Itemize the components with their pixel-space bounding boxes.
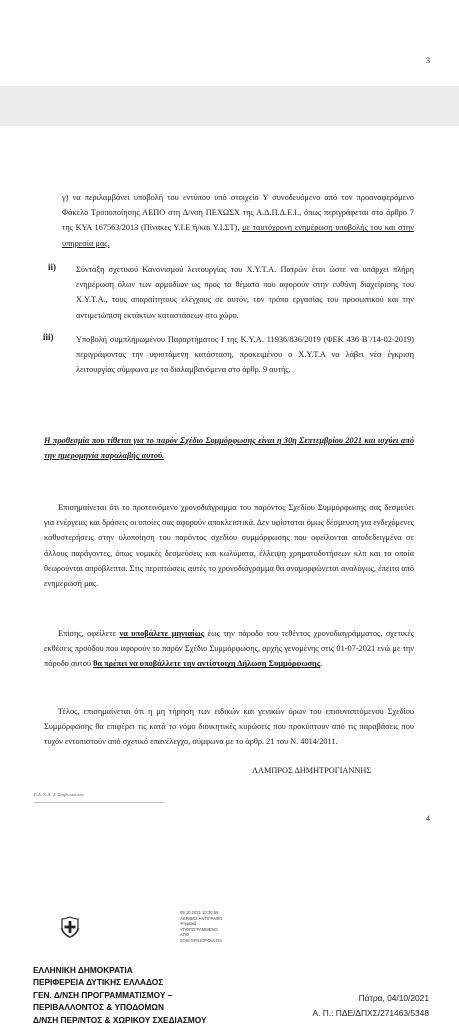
document-page-5-header — [0, 880, 459, 1024]
greek-emblem-icon — [60, 916, 80, 938]
schedule-paragraph: Επισημαίνεται ότι το προτεινόμενο χρονοδιάγραμμα του παρόντος Σχεδίου Συμμόρφωσης σας δεσμεύει για ενέργειες και δράσεις οι οποίες σας αφορούν αποκλειστικά. Δεν υφίσταται όμως δέσμευση για ενδεχόμενες καθυστερήσεις στην υλοποίηση του παρόντος σχεδίου συμμόρφωσης που οφείλονται αποδεδειγμένα σε άλλους παράγοντες, όπως νομικές δεσμεύσεις και κωλύματα, έλλειψη χρηματοδοτήσεων κλπ και τα οποία θεωρούνται απρόβλεπτα. Στις περιπτώσεις αυτές το χρονοδιάγραμμα θα αναμορφώνεται αναλόγως, έπειτα από ενημέρωσή μας. — [44, 503, 414, 589]
monthly-reports-paragraph: Επίσης, οφείλετε να υποβάλετε μηνιαίως έως την πάροδο του τεθέντος χρονοδιαγράμματος, σχετικές εκθέσεις προόδου που αφορούν το παρόν Σχέδιο Συμμόρφωσης, αρχής γενομένης στις 01-07-2021 ενώ με την πάροδο αυτού θα πρέπει να υποβάλλετε την αντίστοιχη Δήλωση Συμμόρφωσης. — [44, 629, 414, 669]
protocol-number: Α. Π.: ΠΔΕ/ΔΠΧΣ/271463/5348 — [312, 1008, 429, 1018]
item-ii-label: ii) — [48, 262, 56, 272]
digital-signature-stamp: 05.10.2021 10:30:58 ΑΚΡΙΒΕΣ ΑΝΤΙΓΡΑΦΟ Ψηφιακά ΥΠΟΓΕΓΡΑΜΜΕΝΟ ΑΠΟ ZOIS SPILIOPOULOS — [180, 910, 223, 943]
sanctions-paragraph: Τέλος, επισημαίνεται ότι η μη τήρηση των ειδικών και γενικών όρων του επισυναπτόμενου Σχεδίου Συμμόρφωσης θα επιφέρει τις κατά το νόμο διοικητικές κυρώσεις που προκύπτουν από τις παραβάσεις που τυχόν εντοπιστούν από σχετικό επανέλεγχο, σύμφωνα με το άρθρ. 21 του Ν. 4014/2011. — [44, 707, 414, 747]
item-iii-label: iii) — [43, 332, 54, 342]
document-date: Πάτρα, 04/10/2021 — [358, 993, 429, 1003]
organization-header: ΕΛΛΗΝΙΚΗ ΔΗΜΟΚΡΑΤΙΑ ΠΕΡΙΦΕΡΕΙΑ ΔΥΤΙΚΗΣ ΕΛΛΑΔΟΣ ΓΕΝ. Δ/ΝΣΗ ΠΡΟΓΡΑΜΜΑΤΙΣΜΟΥ – ΠΕΡΙΒΑΛΛΟΝΤΟΣ & ΥΠΟΔΟΜΩΝ Δ/ΝΣΗ ΠΕΡ/ΝΤΟΣ & ΧΩΡΙΚΟΥ ΣΧΕΔΙΑΣΜΟΥ — [33, 965, 207, 1024]
item-ii-paragraph: Σύνταξη σχετικού Κανονισμού λειτουργίας του Χ.Υ.Τ.Α. Πατρών έτσι ώστε να υπάρχει πλήρη ενημέρωση όλων των αρμοδίων ως προς τα θέματα που αφορούν στην ευθύνη διαχείρισης του Χ.Υ.Τ.Α., τους απαραίτητους ελέγχους σε αυτόν, τον τρόπο εργασίας του προσωπικού και την αντιμετώπιση εκτάκτων καταστάσεων στο χώρο. — [76, 265, 414, 320]
divider — [34, 802, 164, 803]
document-page-4 — [0, 126, 459, 836]
initials-line: Ε.Δ. Χ.Α. Ζ. Σπηλιόπουλος — [34, 792, 84, 797]
signer-name: ΛΑΜΠΡΟΣ ΔΗΜΗΤΡΟΓΙΑΝΝΗΣ — [252, 766, 372, 775]
deadline-statement: Η προθεσμία που τίθεται για το παρόν Σχέδιο Συμμόρφωσης είναι η 30η Σεπτεμβρίου 2021 και ισχύει από την ημερομηνία παραλαβής αυτού. — [44, 436, 414, 461]
truncated-text-line — [0, 0, 459, 2]
page-number: 4 — [426, 814, 430, 823]
document-page-4-footer — [0, 762, 459, 880]
item-g-paragraph: γ) να περιλαμβάνει υποβολή του εντύπου υπό στοιχείο Υ συνοδευόμενο από τον προαναφερόμενο Φάκελο Τροποποίησης ΑΕΠΟ στη Δ/νση ΠΕΧΩΣΧ της Α.Δ.Π.Δ.Ε.Ι., όπως περιγράφεται στο άρθρο 7 της ΚΥΑ 167563/2013 (Πίνακες Υ.Ι.Ε ή/και Υ.Ι.ΣΤ), με ταυτόχρονη ενημέρωση υποβολής του και στην υπηρεσία μας. — [62, 193, 414, 248]
item-iii-paragraph: Υποβολή συμπληρωμένου Παραρτήματος Ι της Κ.Υ.Α. 11936/836/2019 (ΦΕΚ 436 Β΄/14-02-2019) περιγράφοντας την υφιστάμενη κατάσταση, προκειμένου ο Χ.Υ.Τ.Α να λάβει νέα έγκριση λειτουργίας σύμφωνα με τα διαλαμβανόμενα στο άρθρ. 9 αυτής. — [76, 335, 414, 375]
document-page-3-fragment — [0, 0, 459, 86]
page-number: 3 — [426, 56, 430, 65]
